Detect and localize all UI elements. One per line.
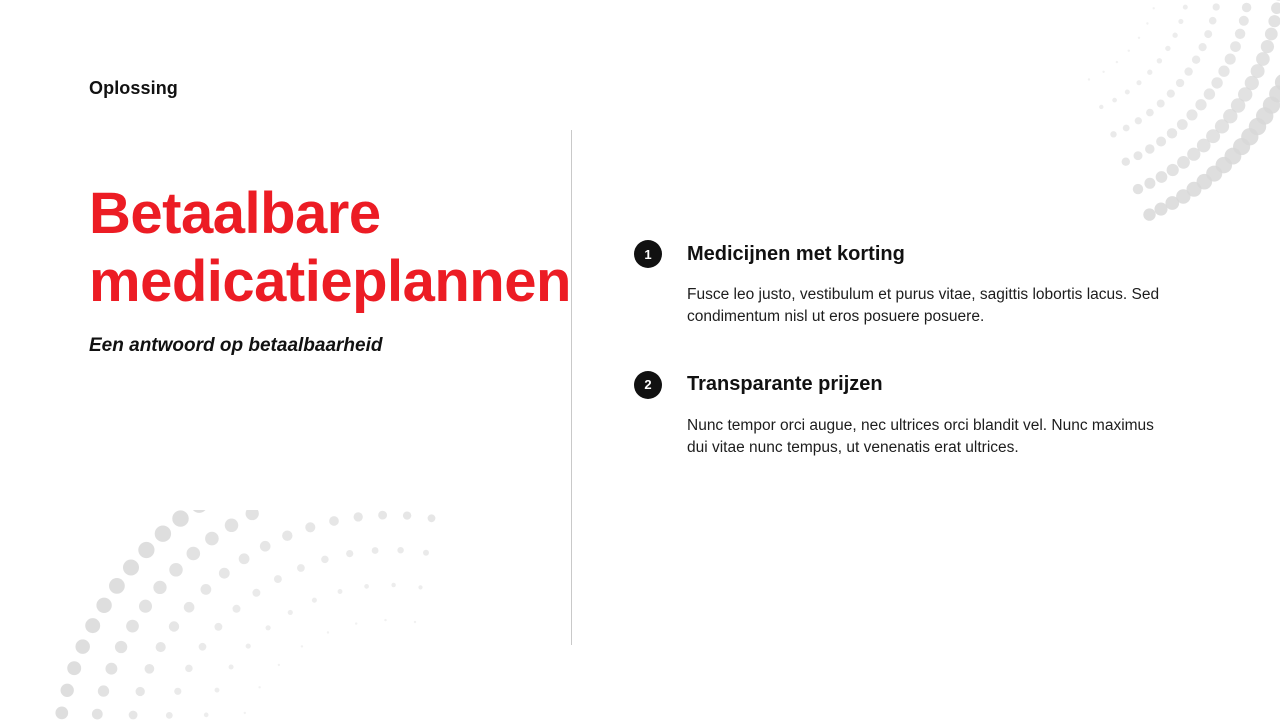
point-header xyxy=(634,371,1194,399)
list-item xyxy=(634,371,1194,460)
point-title: Medicijnen met korting xyxy=(687,242,905,265)
title-block xyxy=(89,180,571,357)
points-list xyxy=(634,240,1194,502)
list-item xyxy=(634,240,1194,329)
dot-arc-decoration-top-right xyxy=(920,0,1280,260)
point-body: Fusce leo justo, vestibulum et purus vitae, sagittis lobortis lacus. Sed condimentum nisl ut eros posuere posuere. xyxy=(687,286,1160,326)
point-body: Nunc tempor orci augue, nec ultrices orci blandit vel. Nunc maximus dui vitae nunc tempus, ut venenatis erat ultrices. xyxy=(687,416,1154,457)
point-title: Transparante prijzen xyxy=(687,373,883,396)
number-badge: 1 xyxy=(634,240,662,268)
dot-arc-decoration-bottom-left xyxy=(0,510,520,720)
number-badge: 2 xyxy=(634,371,662,399)
vertical-divider xyxy=(571,130,572,645)
point-header xyxy=(634,240,1194,268)
section-label: Oplossing xyxy=(89,78,178,98)
page-title: Betaalbare medicatieplannen xyxy=(89,181,571,315)
page-subtitle: Een antwoord op betaalbaarheid xyxy=(89,334,383,356)
